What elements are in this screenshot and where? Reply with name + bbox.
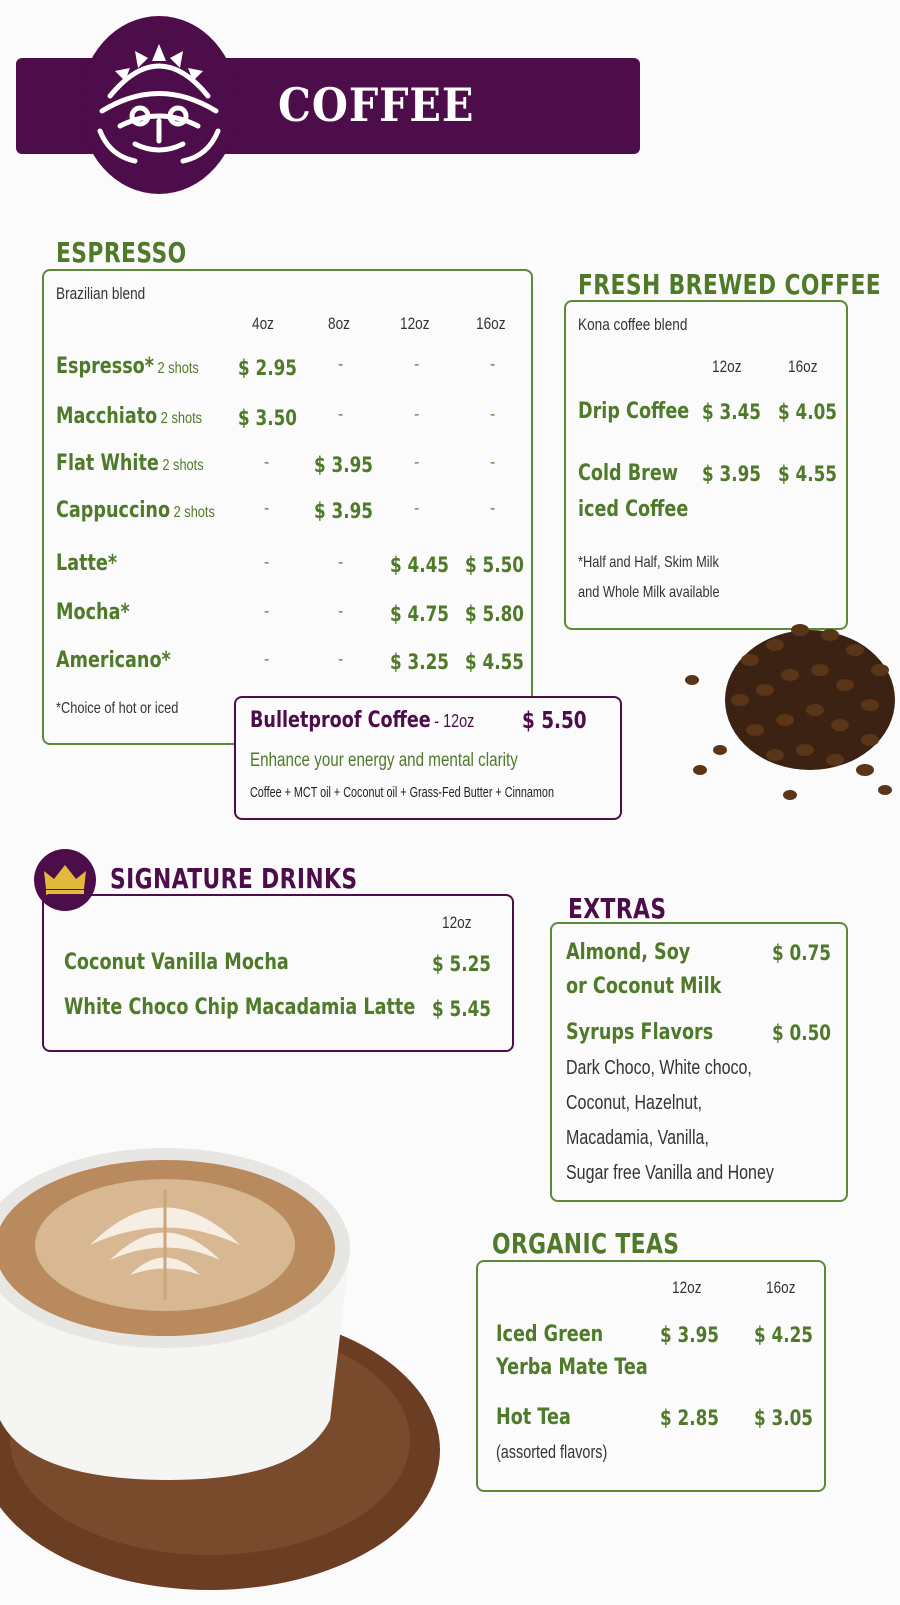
item-name: Espresso* xyxy=(56,354,154,379)
teas-heading: ORGANIC TEAS xyxy=(492,1227,680,1260)
price: $ 4.05 xyxy=(778,400,837,424)
price: - xyxy=(338,603,344,620)
price: $ 3.95 xyxy=(314,453,373,477)
price: $ 3.45 xyxy=(702,400,761,424)
price: $ 2.85 xyxy=(660,1406,719,1430)
latte-cup-image xyxy=(0,1130,450,1600)
price: $ 4.25 xyxy=(754,1323,813,1347)
teas-size-12oz: 12oz xyxy=(672,1278,702,1297)
flavor-line: Sugar free Vanilla and Honey xyxy=(566,1162,774,1184)
item-name: Latte* xyxy=(56,551,118,576)
item-note: 2 shots xyxy=(157,360,199,377)
item-name: Cappuccino xyxy=(56,498,171,523)
price: $ 3.95 xyxy=(702,462,761,486)
tribal-mask-logo-icon xyxy=(80,16,238,194)
price: - xyxy=(264,454,270,471)
item-note: 2 shots xyxy=(173,504,215,521)
item-name: Coconut Vanilla Mocha xyxy=(64,950,289,975)
price: - xyxy=(490,500,496,517)
item-name: Iced Green xyxy=(496,1322,604,1347)
coffee-beans-icon xyxy=(680,590,900,810)
price: - xyxy=(338,554,344,571)
price: $ 2.95 xyxy=(238,356,297,380)
bulletproof-ingredients: Coffee + MCT oil + Coconut oil + Grass-Fed Butter + Cinnamon xyxy=(250,784,554,801)
latte-art-icon xyxy=(0,1130,450,1600)
price: - xyxy=(414,356,420,373)
price: - xyxy=(490,454,496,471)
price: - xyxy=(264,500,270,517)
espresso-size-4oz: 4oz xyxy=(252,314,274,333)
coffee-beans-image xyxy=(680,590,900,810)
item-name-line2: Yerba Mate Tea xyxy=(496,1355,648,1380)
item-name-line2: iced Coffee xyxy=(578,497,689,522)
flavor-line: Coconut, Hazelnut, xyxy=(566,1092,703,1114)
price: $ 5.45 xyxy=(432,997,491,1021)
extras-milk-price: $ 0.75 xyxy=(772,941,831,965)
extras-syrups-price: $ 0.50 xyxy=(772,1021,831,1045)
price: - xyxy=(414,454,420,471)
price: - xyxy=(338,651,344,668)
price: $ 3.95 xyxy=(314,499,373,523)
espresso-size-16oz: 16oz xyxy=(476,314,506,333)
bulletproof-size: - 12oz xyxy=(434,711,475,731)
teas-size-16oz: 16oz xyxy=(766,1278,796,1297)
price: - xyxy=(338,356,344,373)
extras-milk-line1: Almond, Soy xyxy=(566,940,691,965)
espresso-subtitle: Brazilian blend xyxy=(56,284,146,303)
price: $ 3.05 xyxy=(754,1406,813,1430)
price: - xyxy=(490,406,496,423)
price: - xyxy=(264,603,270,620)
price: $ 5.50 xyxy=(465,553,524,577)
logo-badge xyxy=(80,16,238,194)
fresh-footnote-2: and Whole Milk available xyxy=(578,584,720,601)
price: - xyxy=(414,500,420,517)
price: $ 3.25 xyxy=(390,650,449,674)
item-name: Macchiato xyxy=(56,404,158,429)
price: - xyxy=(490,356,496,373)
price: $ 4.55 xyxy=(778,462,837,486)
extras-syrups: Syrups Flavors xyxy=(566,1020,714,1045)
fresh-size-16oz: 16oz xyxy=(788,357,818,376)
item-note: (assorted flavors) xyxy=(496,1442,608,1462)
price: $ 4.45 xyxy=(390,553,449,577)
item-name: White Choco Chip Macadamia Latte xyxy=(64,995,416,1020)
item-note: 2 shots xyxy=(160,410,203,427)
espresso-heading: ESPRESSO xyxy=(56,236,187,269)
extras-heading: EXTRAS xyxy=(568,892,667,925)
fresh-brewed-subtitle: Kona coffee blend xyxy=(578,315,688,334)
price: $ 4.75 xyxy=(390,602,449,626)
price: - xyxy=(264,554,270,571)
item-name: Mocha* xyxy=(56,600,130,625)
signature-heading: SIGNATURE DRINKS xyxy=(110,862,358,895)
item-name: Cold Brew xyxy=(578,461,679,486)
price: $ 5.80 xyxy=(465,602,524,626)
bulletproof-price: $ 5.50 xyxy=(522,708,587,734)
price: $ 3.50 xyxy=(238,406,297,430)
price: - xyxy=(414,406,420,423)
price: $ 5.25 xyxy=(432,952,491,976)
item-name: Drip Coffee xyxy=(578,399,690,424)
extras-milk-line2: or Coconut Milk xyxy=(566,974,722,999)
price: $ 4.55 xyxy=(465,650,524,674)
signature-size: 12oz xyxy=(442,913,472,932)
fresh-footnote-1: *Half and Half, Skim Milk xyxy=(578,554,719,571)
bulletproof-tagline: Enhance your energy and mental clarity xyxy=(250,750,518,771)
price: $ 3.95 xyxy=(660,1323,719,1347)
item-name: Flat White xyxy=(56,451,159,476)
fresh-size-12oz: 12oz xyxy=(712,357,742,376)
espresso-size-8oz: 8oz xyxy=(328,314,350,333)
item-note: 2 shots xyxy=(162,457,204,474)
page-title: COFFEE xyxy=(278,78,475,132)
price: - xyxy=(338,406,344,423)
fresh-brewed-heading: FRESH BREWED COFFEE xyxy=(578,268,882,301)
espresso-footnote: *Choice of hot or iced xyxy=(56,700,179,717)
item-name: Americano* xyxy=(56,648,171,673)
bulletproof-name: Bulletproof Coffee xyxy=(250,708,431,733)
espresso-size-12oz: 12oz xyxy=(400,314,430,333)
flavor-line: Dark Choco, White choco, xyxy=(566,1057,752,1079)
item-name: Hot Tea xyxy=(496,1405,571,1430)
flavor-line: Macadamia, Vanilla, xyxy=(566,1127,709,1149)
price: - xyxy=(264,651,270,668)
